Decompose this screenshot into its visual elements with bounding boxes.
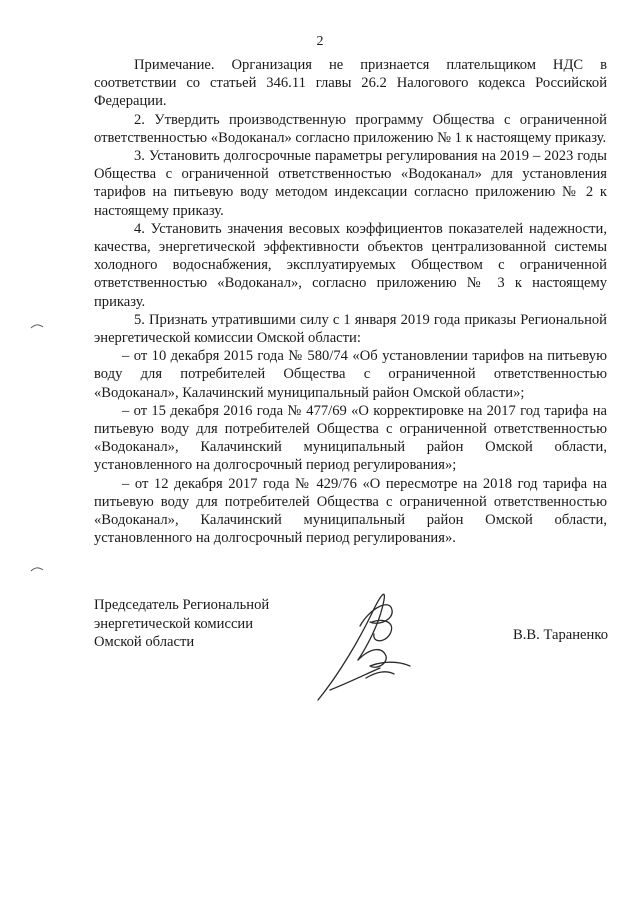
scan-mark <box>30 322 44 330</box>
clause-3: 3. Установить долгосрочные параметры регулирования на 2019 – 2023 годы Общества с ограниченной ответственностью «Водоканал» для установления тарифов на питьевую воду методом индексации согласно приложению № 2 к настоящему приказу. <box>94 148 607 219</box>
repealed-order-3: – от 12 декабря 2017 года № 429/76 «О пересмотре на 2018 год тарифа на питьевую воду для потребителей Общества с ограниченной ответственностью «Водоканал», Калачинский муниципальный район Омской области, установленного на долгосрочный период регулирования». <box>94 475 607 547</box>
signatory-name: В.В. Тараненко <box>513 627 608 643</box>
clause-5: 5. Признать утратившими силу с 1 января 2019 года приказы Региональной энергетической комиссии Омской области: <box>94 311 607 347</box>
note-paragraph: Примечание. Организация не признается плательщиком НДС в соответствии со статьей 346.11 главы 26.2 Налогового кодекса Российской Федерации. <box>94 57 607 110</box>
clause-2: 2. Утвердить производственную программу Общества с ограниченной ответственностью «Водоканал» согласно приложению № 1 к настоящему приказу. <box>94 111 607 146</box>
signatory-position-line: Председатель Региональной <box>94 597 270 613</box>
signatory-position-line: энергетической комиссии <box>94 615 254 632</box>
signatory-position-line: Омской области <box>94 634 195 651</box>
document-body <box>94 56 607 547</box>
handwritten-signature <box>300 578 440 708</box>
signatory-position <box>94 596 294 652</box>
repealed-order-1: – от 10 декабря 2015 года № 580/74 «Об установлении тарифов на питьевую воду для потребителей Общества с ограниченной ответственностью «Водоканал», Калачинский муниципальный район Омской области»; <box>94 348 607 401</box>
repealed-order-2: – от 15 декабря 2016 года № 477/69 «О корректировке на 2017 год тарифа на питьевую воду для потребителей Общества с ограниченной ответственностью «Водоканал», Калачинский муниципальный район Омской области, установленного на долгосрочный период регулирования»; <box>94 402 607 474</box>
page-number: 2 <box>316 34 324 49</box>
scan-mark <box>30 565 44 573</box>
clause-4: 4. Установить значения весовых коэффициентов показателей надежности, качества, энергетической эффективности объектов централизованной системы холодного водоснабжения, эксплуатируемых Обществом с ограниченной ответственностью «Водоканал», согласно приложению № 3 к настоящему приказу. <box>94 220 607 310</box>
